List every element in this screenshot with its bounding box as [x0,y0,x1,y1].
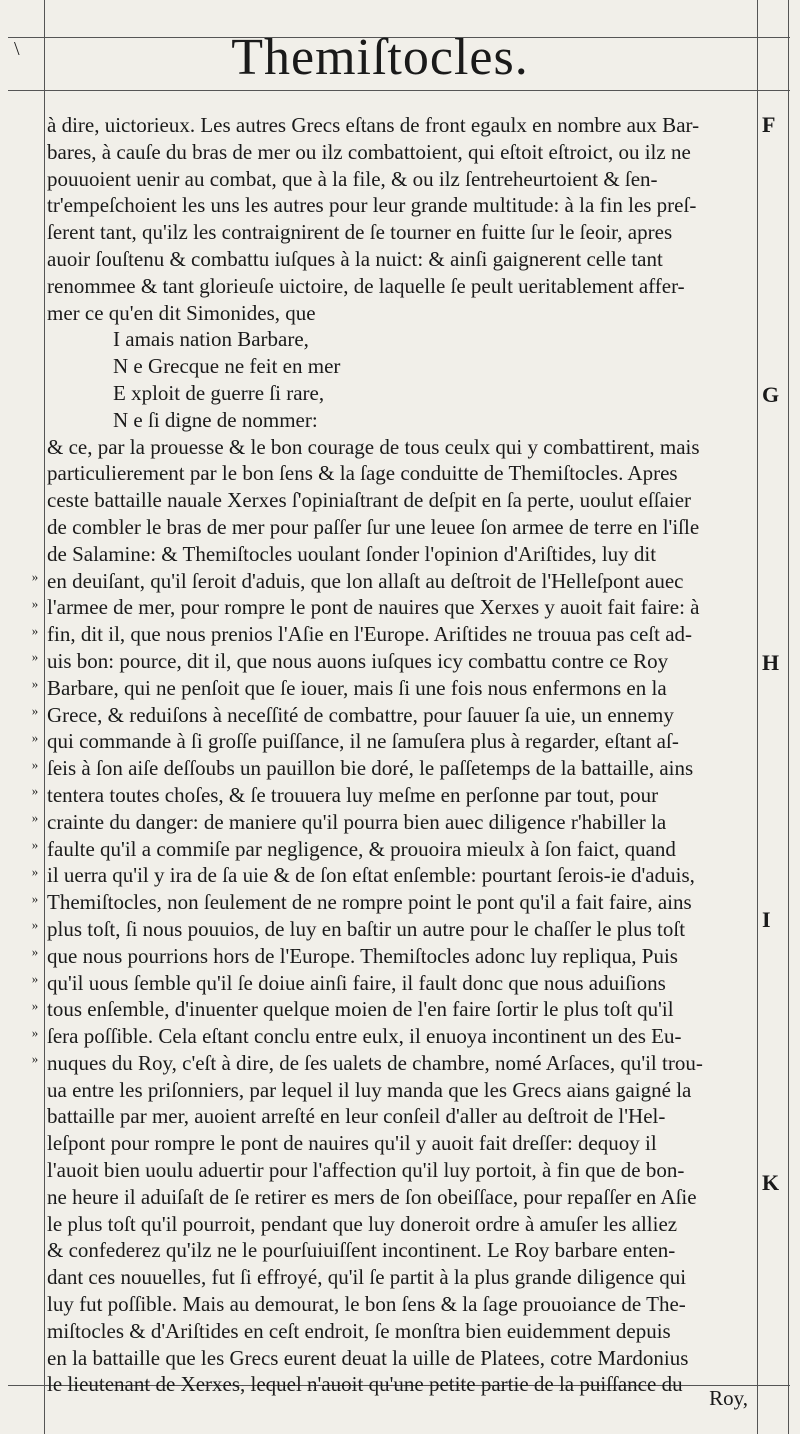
quote-mark: » [31,970,39,986]
text-line: dant ces nouuelles, fut ſi effroyé, qu'il ſe partit à la plus grande diligence qui [47,1265,687,1290]
quote-mark: » [31,783,39,799]
text-line: ſeis à ſon aiſe deſſoubs un pauillon bie doré, le paſſetemps de la battaille, ains [47,756,694,781]
text-line: ceste battaille nauale Xerxes ſ'opiniaſtrant de deſpit en ſa perte, uoulut eſſaier [47,488,692,513]
text-line: faulte qu'il a commiſe par negligence, & prouoira mieulx à ſon faict, quand [47,836,676,861]
quote-mark: » [31,890,39,906]
text-line: auoir ſouſtenu & combattu iuſques à la nuict: & ainſi gaignerent celle tant [47,246,663,271]
quote-mark: » [31,836,39,852]
margin-letter-k: K [762,1170,780,1195]
text-line: battaille par mer, auoient arreſté en leur conſeil d'aller au deſtroit de l'Hel- [47,1104,666,1129]
text-line: miſtocles & d'Ariſtides en ceſt endroit, ſe monſtra bien euidemment depuis [47,1318,671,1343]
outer-right-rule [788,0,789,1434]
text-line: l'armee de mer, pour rompre le pont de nauires que Xerxes y auoit fait faire: à [47,595,700,620]
quotation-marks-column [28,564,42,1073]
text-line: que nous pourrions hors de l'Europe. Themiſtocles adonc luy repliqua, Puis [47,943,678,968]
text-line: & confederez qu'ilz ne le pourſuiuiſſent incontinent. Le Roy barbare enten- [47,1238,676,1263]
text-line: en la battaille que les Grecs eurent deuat la uille de Platees, cotre Mardonius [47,1345,689,1370]
text-line: en deuiſant, qu'il ſeroit d'aduis, que lon allaſt au deſtroit de l'Helleſpont auec [47,568,684,593]
verse-line: E xploit de guerre ſi rare, [113,380,325,405]
text-line: l'auoit bien uoulu aduertir pour l'affection qu'il luy portoit, à fin que de bon- [47,1158,685,1183]
page-title: Themiſtocles. [231,29,529,86]
text-line: Themiſtocles, non ſeulement de ne rompre point le pont qu'il a fait faire, ains [47,890,692,915]
text-line: tr'empeſchoient les uns les autres pour leur grande multitude: à la fin les preſ- [47,193,697,218]
text-line: ua entre les priſonniers, par lequel il luy manda que les Grecs aians gaigné la [47,1077,692,1102]
quote-mark: » [31,863,39,879]
margin-letter-f: F [762,112,776,137]
text-line: uis bon: pource, dit il, que nous auons iuſques icy combattu contre ce Roy [47,648,669,673]
text-line: il uerra qu'il y ira de ſa uie & de ſon eſtat enſemble: pourtant ſerois-ie d'aduis, [47,863,695,888]
left-margin-rule [44,0,45,1434]
quote-mark: » [31,1024,39,1040]
text-line: renommee & tant glorieuſe uictoire, de laquelle ſe peult ueritablement affer- [47,273,685,298]
margin-tick: \ [14,38,20,60]
margin-letter-h: H [762,650,780,675]
quote-mark: » [31,622,39,638]
quote-mark: » [31,729,39,745]
text-line: à dire, uictorieux. Les autres Grecs eſtans de front egaulx en nombre aux Bar- [47,113,700,137]
margin-letter-g: G [762,382,780,407]
verse-line: N e Grecque ne feit en mer [113,354,341,379]
quote-mark: » [31,569,39,584]
quote-mark: » [31,595,39,611]
verse-line: N e ſi digne de nommer: [113,407,318,432]
text-line: leſpont pour rompre le pont de nauires qu'il y auoit fait dreſſer: dequoy il [47,1131,657,1156]
header-rule [8,90,790,91]
text-line: pouuoient uenir au combat, que à la file, & ou ilz ſentreheurtoient & ſen- [47,166,658,191]
text-line [47,1398,757,1425]
text-line: tentera toutes choſes, & ſe trouuera luy meſme en perſonne par tout, pour [47,782,659,807]
text-body [47,112,757,1425]
quote-mark: » [31,1051,39,1067]
text-line: de combler le bras de mer pour paſſer ſur une leuee ſon armee de terre en l'iſle [47,514,700,539]
quote-mark: » [31,676,39,692]
text-line: nuques du Roy, c'eſt à dire, de ſes ualets de chambre, nomé Arſaces, qu'il trou- [47,1050,703,1075]
text-line: bares, à cauſe du bras de mer ou ilz combattoient, qui eſtoit eſtroict, ou ilz ne [47,139,691,164]
text-line: mer ce qu'en dit Simonides, que [47,300,316,325]
text-line: de Salamine: & Themiſtocles uoulant ſonder l'opinion d'Ariſtides, luy dit [47,541,657,566]
text-line: qui commande à ſi groſſe puiſſance, il ne ſamuſera plus à regarder, eſtant aſ- [47,729,679,754]
text-line: Barbare, qui ne penſoit que ſe iouer, mais ſi une fois nous enfermons en la [47,675,667,700]
margin-letter-i: I [762,907,771,932]
text-line: ne heure il aduiſaſt de ſe retirer es mers de ſon obeiſſace, pour repaſſer en Aſie [47,1184,697,1209]
text-line: tous enſemble, d'inuenter quelque moien de l'en faire ſortir le plus toſt qu'il [47,997,674,1022]
text-line: qu'il uous ſemble qu'il ſe doiue ainſi faire, il fault donc que nous aduiſions [47,970,666,995]
quote-mark: » [31,944,39,960]
quote-mark: » [31,997,39,1013]
quote-mark: » [31,702,39,718]
quote-mark: » [31,756,39,772]
verse-line: I amais nation Barbare, [113,327,309,352]
text-line: ſerent tant, qu'ilz les contraignirent de ſe tourner en fuitte ſur le ſeoir, apres [47,220,673,245]
text-line: particulierement par le bon ſens & la ſage conduitte de Themiſtocles. Apres [47,461,678,486]
text-line: plus toſt, ſi nous pouuios, de luy en baſtir un autre pour le chaſſer le plus toſt [47,916,686,941]
text-line: le lieutenant de Xerxes, lequel n'auoit qu'une petite partie de la puiſſance du [47,1372,683,1397]
quote-mark: » [31,649,39,665]
text-line: fin, dit il, que nous prenios l'Aſie en l'Europe. Ariſtides ne trouua pas ceſt ad- [47,622,693,647]
text-line: le plus toſt qu'il pourroit, pendant que luy doneroit ordre à amuſer les alliez [47,1211,678,1236]
text-line: & ce, par la prouesse & le bon courage de tous ceulx qui y combattirent, mais [47,434,700,459]
text-line: luy fut poſſible. Mais au demourat, le bon ſens & la ſage prouoiance de The- [47,1292,686,1317]
text-line: Grece, & reduiſons à neceſſité de combattre, pour ſauuer ſa uie, un ennemy [47,702,674,727]
catchword: Roy, [709,1386,748,1410]
quote-mark: » [31,917,39,933]
text-line: ſera poſſible. Cela eſtant conclu entre eulx, il enuoya incontinent un des Eu- [47,1024,682,1049]
quote-mark: » [31,810,39,826]
text-line: crainte du danger: de maniere qu'il pourra bien auec diligence r'habiller la [47,809,667,834]
right-margin-rule [757,0,758,1434]
